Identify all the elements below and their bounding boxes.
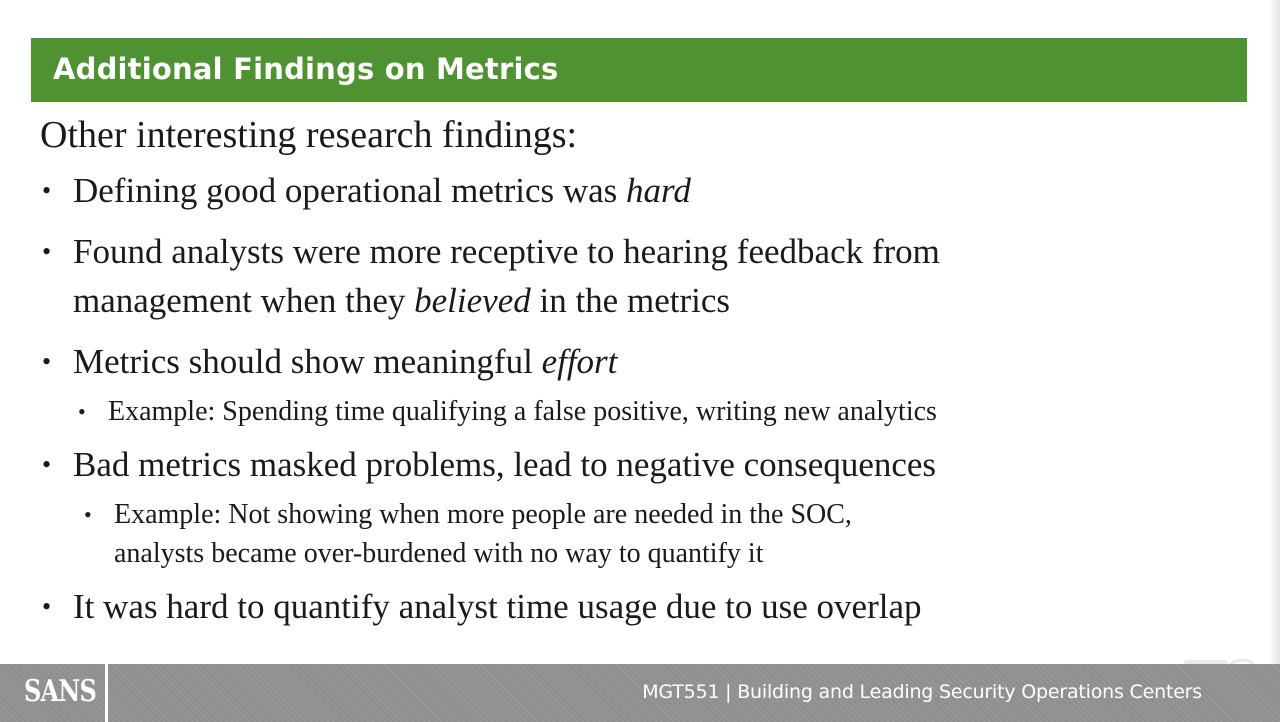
bullet-item (40, 337, 1240, 386)
sub-bullet-item (40, 392, 1240, 431)
bullet-item (40, 582, 1240, 631)
bullet-dot: • (84, 502, 92, 527)
sub-bullet-text: Example: Spending time qualifying a false positive, writing new analytics (108, 396, 937, 427)
bullet-text: management when they (73, 281, 415, 320)
intro-text: Other interesting research findings: (40, 114, 578, 156)
course-title: MGT551 | Building and Leading Security Operations Centers (642, 681, 1202, 703)
bullet-emphasis: believed (414, 281, 531, 320)
bullet-dot: • (42, 176, 52, 205)
bullet-item (40, 440, 1240, 489)
bullet-text: Bad metrics masked problems, lead to negative consequences (73, 445, 937, 484)
bullet-item (40, 166, 1240, 215)
bullet-text: Metrics should show meaningful (73, 342, 542, 381)
bullet-emphasis: hard (626, 171, 691, 210)
bullet-text: in the metrics (530, 281, 730, 320)
bullet-dot: • (42, 450, 52, 479)
bullet-text: Defining good operational metrics was (73, 171, 627, 210)
bullet-emphasis: effort (541, 342, 618, 381)
sub-bullet-text: Example: Not showing when more people are needed in the SOC, (114, 499, 852, 530)
title-bar (31, 38, 1247, 102)
sub-bullet-text: analysts became over-burdened with no way to quantify it (114, 538, 764, 569)
footer-bar (0, 664, 1280, 722)
bullet-text: It was hard to quantify analyst time usage due to use overlap (73, 587, 922, 626)
bullet-text: Found analysts were more receptive to hearing feedback from (73, 232, 940, 271)
bullet-item (40, 227, 1240, 325)
bullet-dot: • (42, 347, 52, 376)
bullet-dot: • (42, 592, 52, 621)
sans-logo: SANS (24, 674, 97, 709)
bullet-dot: • (42, 237, 52, 266)
slide-edge-shadow (1268, 0, 1280, 664)
slide-title: Additional Findings on Metrics (53, 52, 559, 86)
footer-divider (105, 664, 108, 722)
slide-content (40, 112, 1240, 643)
bullet-dot: • (78, 399, 86, 424)
sub-bullet-item (40, 495, 1240, 573)
